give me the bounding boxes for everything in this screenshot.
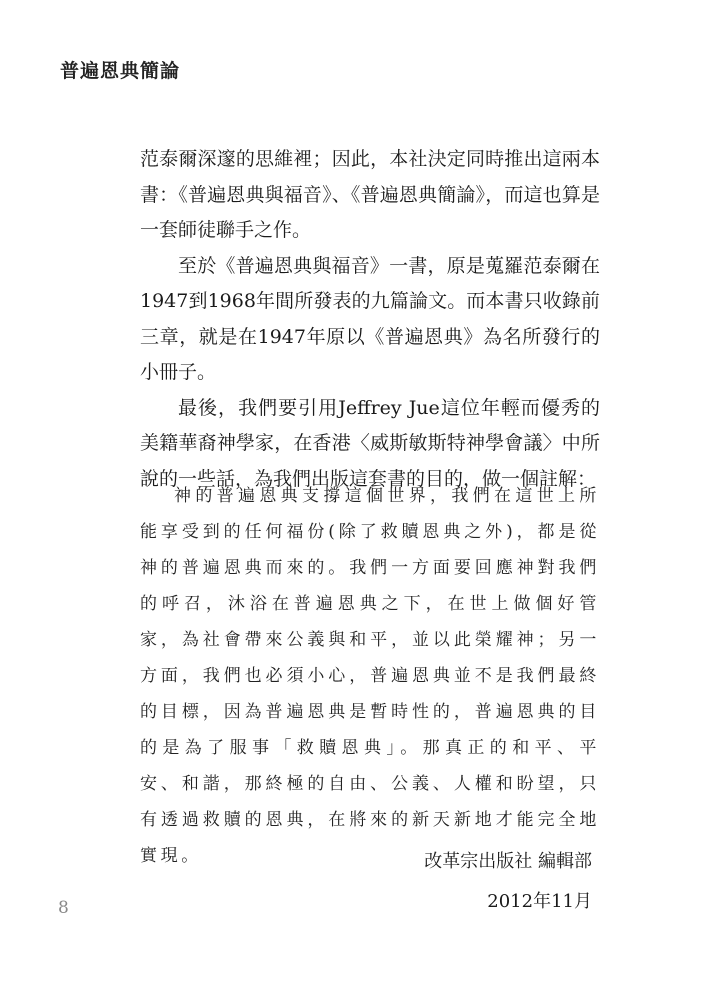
main-body-text [140,142,600,497]
paragraph-book-origin: 至於《普遍恩典與福音》一書，原是蒐羅范泰爾在1947到1968年間所發表的九篇論文。而本書只收錄前三章，就是在1947年原以《普遍恩典》為名所發行的小冊子。 [140,254,600,383]
paragraph-quote-intro: 最後，我們要引用Jeffrey Jue這位年輕而優秀的美籍華裔神學家，在香港〈威斯敏斯特神學會議〉中所說的一些話，為我們出版這套書的目的，做一個註解： [140,396,600,490]
paragraph-continuation: 范泰爾深邃的思維裡；因此，本社決定同時推出這兩本書：《普遍恩典與福音》、《普遍恩典簡論》，而這也算是一套師徒聯手之作。 [140,148,600,241]
block-quote: 神的普遍恩典支撐這個世界，我們在這世上所能享受到的任何福份(除了救贖恩典之外)，都是從神的普遍恩典而來的。我們一方面要回應神對我們的呼召，沐浴在普遍恩典之下，在世上做個好管家，為社會帶來公義與和平，並以此榮耀神；另一方面，我們也必須小心，普遍恩典並不是我們最終的目標，因為普遍恩典是暫時性的，普遍恩典的目的是為了服事「救贖恩典」。那真正的和平、平安、和諧，那終極的自由、公義、人權和盼望，只有透過救贖的恩典，在將來的新天新地才能完全地實現。 [140,486,600,866]
signature-block [424,842,592,922]
publisher-signature: 改革宗出版社 編輯部 [424,851,592,872]
running-header-title: 普遍恩典簡論 [60,60,181,82]
page-number: 8 [58,898,69,918]
signature-date: 2012年11月 [487,891,592,912]
